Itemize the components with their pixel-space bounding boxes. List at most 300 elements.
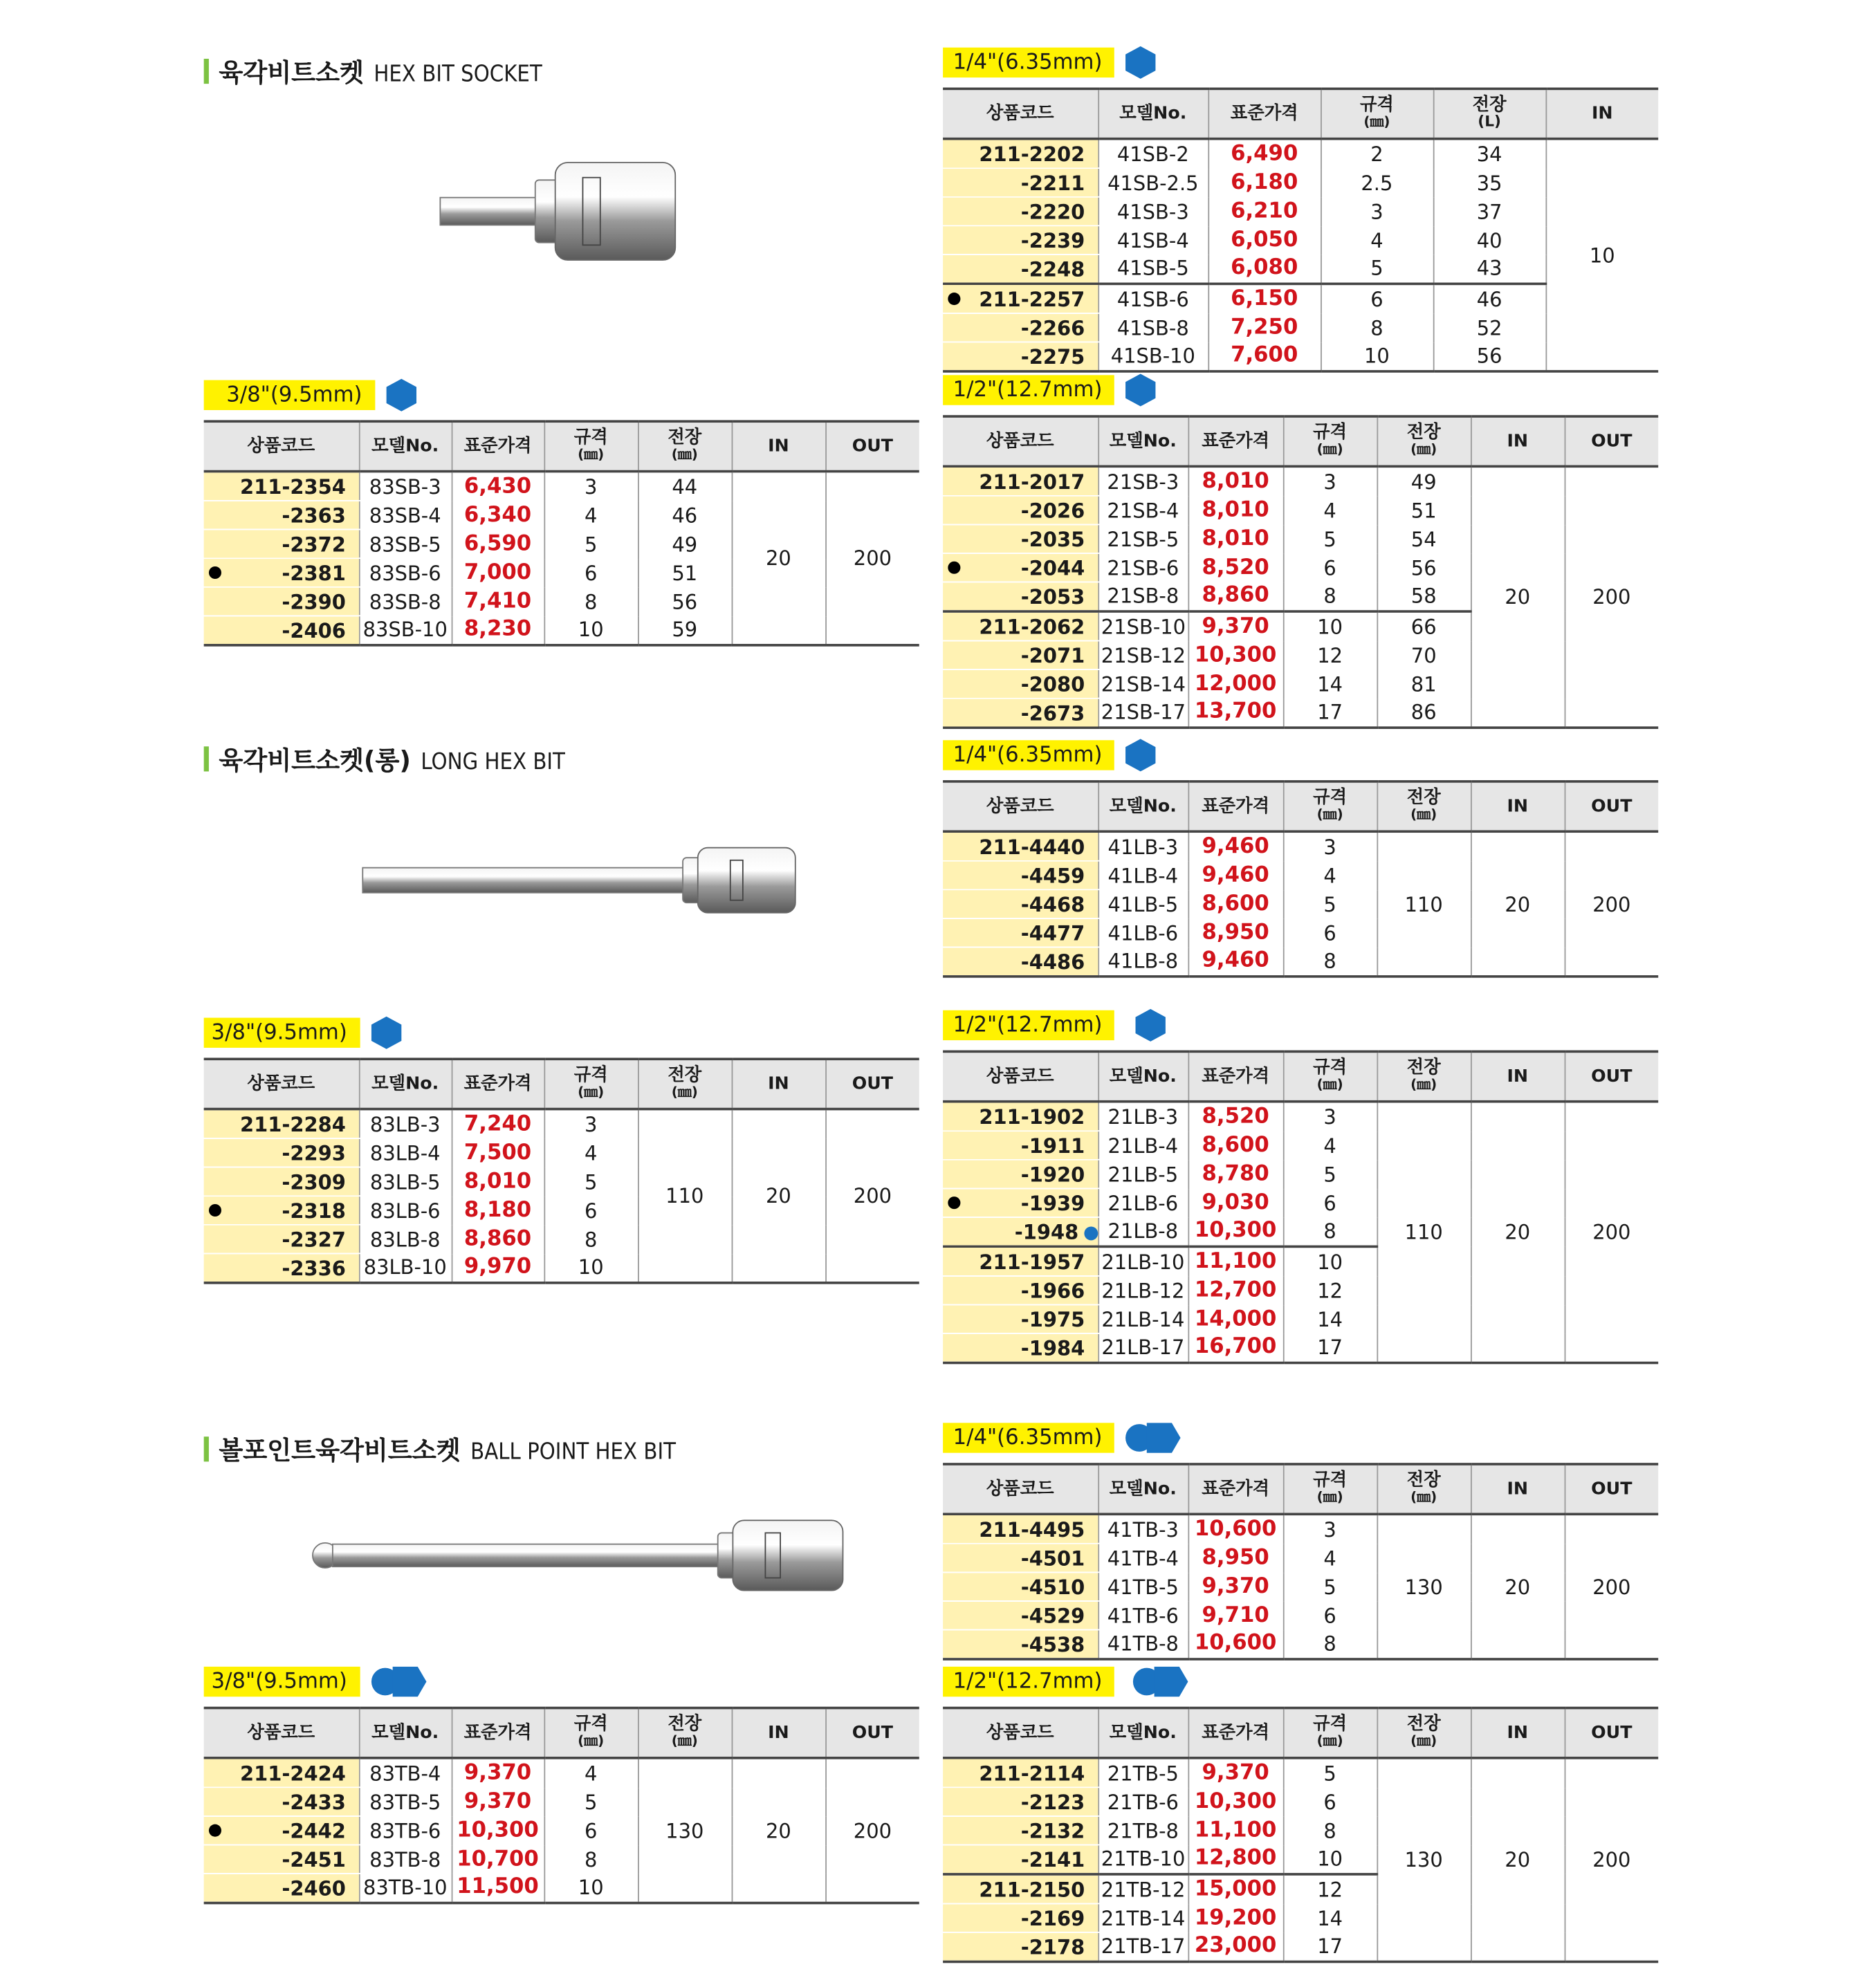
table-cell: 6,050 bbox=[1208, 225, 1321, 255]
table-cell: 56 bbox=[1377, 553, 1471, 582]
table-cell: 83SB-4 bbox=[359, 501, 452, 530]
table-cell: 6 bbox=[544, 1196, 638, 1225]
title-korean: 육각비트소켓(롱) bbox=[219, 745, 411, 775]
table-cell: 6 bbox=[544, 558, 638, 587]
table-block-t9 bbox=[943, 1662, 1658, 1963]
table-cell: 14,000 bbox=[1188, 1304, 1282, 1333]
table-cell: 21LB-17 bbox=[1098, 1333, 1188, 1362]
table-cell: 83LB-4 bbox=[359, 1138, 452, 1167]
table-block-t5 bbox=[204, 1013, 919, 1284]
table-cell: 10 bbox=[544, 1874, 638, 1903]
out-value: 200 bbox=[825, 472, 919, 645]
hex-icon bbox=[1125, 373, 1157, 408]
col-length: 전장 (㎜) bbox=[1377, 782, 1471, 831]
table-cell: 4 bbox=[1321, 225, 1433, 255]
in-value: 20 bbox=[732, 472, 826, 645]
length-value: 130 bbox=[638, 1758, 732, 1903]
table-cell: 10,300 bbox=[1188, 641, 1282, 670]
table-cell: 4 bbox=[544, 1138, 638, 1167]
hex-bit-socket-photo bbox=[438, 155, 688, 268]
table-cell: 5 bbox=[1283, 889, 1377, 918]
table-cell: 6,150 bbox=[1208, 284, 1321, 313]
table-cell: 41SB-3 bbox=[1098, 197, 1208, 226]
col-price: 표준가격 bbox=[1188, 1464, 1282, 1514]
col-model: 모델No. bbox=[359, 421, 452, 471]
table-cell: 211-2202 bbox=[943, 139, 1098, 168]
table-cell: 6,430 bbox=[452, 472, 544, 501]
table-cell: 21TB-12 bbox=[1098, 1874, 1188, 1903]
table-cell: 21SB-17 bbox=[1098, 699, 1188, 728]
table-cell: 86 bbox=[1377, 699, 1471, 728]
table-cell: 83TB-6 bbox=[359, 1816, 452, 1845]
table-cell: -1911 bbox=[943, 1131, 1098, 1160]
table-cell: 49 bbox=[638, 530, 732, 559]
table-cell: 10,300 bbox=[452, 1816, 544, 1845]
section-title-long-hex bbox=[204, 740, 565, 776]
title-korean: 볼포인트육각비트소켓 bbox=[219, 1435, 461, 1466]
table-cell: 9,370 bbox=[452, 1787, 544, 1816]
table-cell: -2080 bbox=[943, 669, 1098, 699]
table-cell: 4 bbox=[1283, 1131, 1377, 1160]
table-cell: 9,030 bbox=[1188, 1188, 1282, 1217]
col-price: 표준가격 bbox=[1208, 89, 1321, 138]
table-cell: 10,300 bbox=[1188, 1787, 1282, 1816]
col-spec: 규격 (㎜) bbox=[1321, 89, 1433, 138]
table-cell: -2211 bbox=[943, 168, 1098, 197]
out-value: 200 bbox=[1565, 1514, 1659, 1659]
col-price: 표준가격 bbox=[1188, 1708, 1282, 1758]
title-accent-bar bbox=[204, 746, 209, 770]
table-cell: 211-2284 bbox=[204, 1109, 359, 1138]
title-accent-bar bbox=[204, 58, 209, 83]
table-cell: 3 bbox=[1283, 1102, 1377, 1131]
table-cell: 8 bbox=[1283, 1630, 1377, 1659]
table-cell: 7,410 bbox=[452, 587, 544, 616]
table-cell: 5 bbox=[544, 1167, 638, 1196]
table-row bbox=[943, 466, 1658, 495]
col-spec: 규격 (㎜) bbox=[1283, 1708, 1377, 1758]
table-cell: 83TB-8 bbox=[359, 1845, 452, 1874]
size-label: 1/2"(12.7mm) bbox=[943, 375, 1114, 405]
table-cell: 8,950 bbox=[1188, 1544, 1282, 1573]
bullet-dot bbox=[209, 1204, 221, 1217]
col-length: 전장 (㎜) bbox=[638, 421, 732, 471]
in-value: 20 bbox=[1471, 831, 1565, 977]
table-cell: -2406 bbox=[204, 616, 359, 645]
table-cell: 46 bbox=[638, 501, 732, 530]
table-cell: -2026 bbox=[943, 496, 1098, 525]
table-cell: 17 bbox=[1283, 1932, 1377, 1961]
table-cell: -4501 bbox=[943, 1544, 1098, 1573]
long-hex-bit-photo bbox=[360, 845, 798, 915]
col-spec: 규격 (㎜) bbox=[1283, 782, 1377, 831]
spec-table bbox=[943, 780, 1658, 978]
length-value: 130 bbox=[1377, 1758, 1471, 1962]
table-cell: 10 bbox=[1283, 1845, 1377, 1874]
col-out: OUT bbox=[825, 1059, 919, 1109]
table-cell: 21LB-5 bbox=[1098, 1160, 1188, 1189]
in-value: 20 bbox=[1471, 1758, 1565, 1962]
table-cell: 83LB-3 bbox=[359, 1109, 452, 1138]
table-cell: 3 bbox=[544, 1109, 638, 1138]
table-cell: 6 bbox=[1321, 284, 1433, 313]
table-cell: -2381 bbox=[204, 558, 359, 587]
table-cell: 21TB-6 bbox=[1098, 1787, 1188, 1816]
table-cell: -4529 bbox=[943, 1601, 1098, 1630]
col-out: OUT bbox=[825, 421, 919, 471]
table-cell: 10,600 bbox=[1188, 1514, 1282, 1543]
hex-icon bbox=[1125, 45, 1157, 80]
ball-hex-icon bbox=[1132, 1665, 1190, 1698]
table-cell: 211-2062 bbox=[943, 611, 1098, 640]
table-cell: -2275 bbox=[943, 342, 1098, 371]
table-cell: 41SB-4 bbox=[1098, 225, 1208, 255]
table-cell: 6,490 bbox=[1208, 139, 1321, 168]
table-cell: 8 bbox=[1283, 1816, 1377, 1845]
table-cell: 41LB-4 bbox=[1098, 861, 1188, 890]
out-value: 200 bbox=[1565, 1758, 1659, 1962]
col-in: IN bbox=[1471, 782, 1565, 831]
table-cell: 40 bbox=[1433, 225, 1546, 255]
table-cell: 51 bbox=[638, 558, 732, 587]
table-cell: 41TB-3 bbox=[1098, 1514, 1188, 1543]
section-title-hex-bit bbox=[204, 53, 542, 89]
table-cell: -2248 bbox=[943, 255, 1098, 284]
table-cell: 8,950 bbox=[1188, 918, 1282, 948]
table-cell: -2372 bbox=[204, 530, 359, 559]
table-block-t1 bbox=[943, 42, 1658, 372]
table-cell: 19,200 bbox=[1188, 1903, 1282, 1932]
table-cell: -2673 bbox=[943, 699, 1098, 728]
table-cell: 6 bbox=[1283, 553, 1377, 582]
table-cell: 41SB-2 bbox=[1098, 139, 1208, 168]
table-cell: 8 bbox=[544, 1845, 638, 1874]
table-cell: 12,700 bbox=[1188, 1276, 1282, 1305]
spec-table bbox=[204, 1707, 919, 1905]
length-value: 110 bbox=[638, 1109, 732, 1283]
col-model: 모델No. bbox=[1098, 1708, 1188, 1758]
spec-table bbox=[943, 1051, 1658, 1365]
table-cell: 9,460 bbox=[1188, 861, 1282, 890]
table-cell: 21SB-3 bbox=[1098, 466, 1188, 495]
table-cell: 83SB-5 bbox=[359, 530, 452, 559]
table-cell: 9,970 bbox=[452, 1253, 544, 1282]
table-cell: -1939 bbox=[943, 1188, 1098, 1217]
table-block-t8 bbox=[204, 1662, 919, 1905]
col-out: OUT bbox=[1565, 1464, 1659, 1514]
col-spec: 규격 (㎜) bbox=[544, 421, 638, 471]
table-cell: 5 bbox=[544, 1787, 638, 1816]
table-cell: 13,700 bbox=[1188, 699, 1282, 728]
table-cell: 17 bbox=[1283, 1333, 1377, 1362]
in-value: 20 bbox=[1471, 1514, 1565, 1659]
table-cell: 211-1957 bbox=[943, 1246, 1098, 1275]
table-cell: 10,300 bbox=[1188, 1217, 1282, 1246]
hex-icon bbox=[1125, 738, 1157, 773]
table-cell: -2266 bbox=[943, 313, 1098, 342]
table-cell: -1948 bbox=[943, 1217, 1098, 1246]
size-label: 3/8"(9.5mm) bbox=[204, 380, 375, 410]
table-cell: 211-2114 bbox=[943, 1758, 1098, 1787]
table-cell: 211-4440 bbox=[943, 831, 1098, 860]
table-cell: 83TB-10 bbox=[359, 1874, 452, 1903]
title-english: LONG HEX BIT bbox=[421, 748, 565, 775]
col-out: OUT bbox=[825, 1708, 919, 1758]
table-cell: 52 bbox=[1433, 313, 1546, 342]
table-cell: 21SB-14 bbox=[1098, 669, 1188, 699]
table-cell: 6 bbox=[544, 1816, 638, 1845]
table-cell: -2327 bbox=[204, 1225, 359, 1254]
table-cell: -4510 bbox=[943, 1572, 1098, 1601]
table-cell: 8,010 bbox=[1188, 496, 1282, 525]
table-cell: 21SB-4 bbox=[1098, 496, 1188, 525]
size-label: 1/4"(6.35mm) bbox=[943, 1423, 1114, 1452]
col-price: 표준가격 bbox=[1188, 782, 1282, 831]
table-cell: 3 bbox=[544, 472, 638, 501]
table-cell: 21LB-6 bbox=[1098, 1188, 1188, 1217]
table-cell: -4486 bbox=[943, 947, 1098, 976]
table-cell: 6 bbox=[1283, 1188, 1377, 1217]
hex-icon bbox=[369, 1015, 402, 1051]
table-row bbox=[204, 1758, 919, 1787]
title-english: BALL POINT HEX BIT bbox=[470, 1439, 676, 1466]
col-in: IN bbox=[1471, 1708, 1565, 1758]
table-cell: -2071 bbox=[943, 641, 1098, 670]
table-cell: -2451 bbox=[204, 1845, 359, 1874]
table-cell: 14 bbox=[1283, 1903, 1377, 1932]
col-model: 모델No. bbox=[1098, 782, 1188, 831]
table-cell: -2433 bbox=[204, 1787, 359, 1816]
table-cell: 7,600 bbox=[1208, 342, 1321, 371]
table-cell: 9,370 bbox=[452, 1758, 544, 1787]
table-cell: 44 bbox=[638, 472, 732, 501]
table-cell: 6,340 bbox=[452, 501, 544, 530]
table-cell: -2318 bbox=[204, 1196, 359, 1225]
title-korean: 육각비트소켓 bbox=[219, 57, 364, 88]
table-cell: 8,180 bbox=[452, 1196, 544, 1225]
table-cell: 56 bbox=[638, 587, 732, 616]
col-out: OUT bbox=[1565, 782, 1659, 831]
table-cell: 10,700 bbox=[452, 1845, 544, 1874]
out-value: 200 bbox=[825, 1758, 919, 1903]
section-title-ball-point bbox=[204, 1430, 676, 1466]
col-spec: 규격 (㎜) bbox=[1283, 416, 1377, 466]
table-block-t7 bbox=[943, 1418, 1658, 1661]
table-cell: 2 bbox=[1321, 139, 1433, 168]
table-cell: 21SB-6 bbox=[1098, 553, 1188, 582]
table-cell: 9,370 bbox=[1188, 1572, 1282, 1601]
spec-table bbox=[943, 88, 1658, 373]
table-row bbox=[943, 139, 1658, 168]
col-in: IN bbox=[732, 1708, 826, 1758]
length-value: 110 bbox=[1377, 831, 1471, 977]
table-cell: 21SB-10 bbox=[1098, 611, 1188, 640]
table-cell: 83LB-6 bbox=[359, 1196, 452, 1225]
table-cell: 10 bbox=[1321, 342, 1433, 371]
table-cell: 12 bbox=[1283, 641, 1377, 670]
col-length: 전장 (㎜) bbox=[1377, 1708, 1471, 1758]
table-cell: 10 bbox=[1283, 611, 1377, 640]
table-cell: 6 bbox=[1283, 1787, 1377, 1816]
out-value: 200 bbox=[1565, 831, 1659, 977]
table-cell: 41SB-6 bbox=[1098, 284, 1208, 313]
table-cell: 8,520 bbox=[1188, 1102, 1282, 1131]
table-cell: 3 bbox=[1283, 831, 1377, 860]
table-cell: 21TB-14 bbox=[1098, 1903, 1188, 1932]
table-cell: 8,010 bbox=[452, 1167, 544, 1196]
table-cell: -2178 bbox=[943, 1932, 1098, 1961]
table-cell: -1975 bbox=[943, 1304, 1098, 1333]
in-value: 20 bbox=[732, 1109, 826, 1283]
table-cell: 43 bbox=[1433, 255, 1546, 284]
length-value: 130 bbox=[1377, 1514, 1471, 1659]
table-cell: 12 bbox=[1283, 1874, 1377, 1903]
table-cell: 21LB-12 bbox=[1098, 1276, 1188, 1305]
title-english: HEX BIT SOCKET bbox=[374, 61, 542, 88]
col-spec: 규격 (㎜) bbox=[544, 1059, 638, 1109]
table-cell: 66 bbox=[1377, 611, 1471, 640]
in-value: 20 bbox=[732, 1758, 826, 1903]
table-cell: 2.5 bbox=[1321, 168, 1433, 197]
table-cell: 9,460 bbox=[1188, 947, 1282, 976]
table-cell: 6,180 bbox=[1208, 168, 1321, 197]
table-cell: 10 bbox=[544, 1253, 638, 1282]
table-cell: 4 bbox=[1283, 496, 1377, 525]
table-row bbox=[943, 1514, 1658, 1543]
table-cell: 35 bbox=[1433, 168, 1546, 197]
table-cell: 41TB-4 bbox=[1098, 1544, 1188, 1573]
table-cell: 41SB-5 bbox=[1098, 255, 1208, 284]
out-value: 200 bbox=[1565, 1102, 1659, 1363]
col-in: IN bbox=[1471, 416, 1565, 466]
col-model: 모델No. bbox=[1098, 1464, 1188, 1514]
col-price: 표준가격 bbox=[452, 421, 544, 471]
table-cell: 211-2354 bbox=[204, 472, 359, 501]
table-cell: 12,800 bbox=[1188, 1845, 1282, 1874]
spec-table bbox=[204, 420, 919, 646]
table-cell: -2044 bbox=[943, 553, 1098, 582]
table-cell: 9,370 bbox=[1188, 1758, 1282, 1787]
table-cell: 49 bbox=[1377, 466, 1471, 495]
col-spec: 규격 (㎜) bbox=[1283, 1464, 1377, 1514]
in-value: 10 bbox=[1545, 139, 1658, 371]
table-cell: 37 bbox=[1433, 197, 1546, 226]
table-cell: 7,240 bbox=[452, 1109, 544, 1138]
table-row bbox=[943, 831, 1658, 860]
table-cell: 83TB-4 bbox=[359, 1758, 452, 1787]
col-out: OUT bbox=[1565, 416, 1659, 466]
table-cell: 6 bbox=[1283, 1601, 1377, 1630]
table-cell: 41LB-8 bbox=[1098, 947, 1188, 976]
table-cell: 56 bbox=[1433, 342, 1546, 371]
table-cell: 211-2424 bbox=[204, 1758, 359, 1787]
table-cell: 4 bbox=[1283, 861, 1377, 890]
size-label: 3/8"(9.5mm) bbox=[204, 1018, 360, 1048]
table-block-t2 bbox=[204, 375, 919, 646]
table-cell: 6,590 bbox=[452, 530, 544, 559]
table-cell: -2442 bbox=[204, 1816, 359, 1845]
size-label: 1/4"(6.35mm) bbox=[943, 48, 1114, 77]
hex-icon bbox=[1134, 1008, 1167, 1043]
col-length: 전장 (㎜) bbox=[638, 1708, 732, 1758]
table-cell: 21LB-14 bbox=[1098, 1304, 1188, 1333]
col-model: 모델No. bbox=[359, 1708, 452, 1758]
table-cell: -2035 bbox=[943, 524, 1098, 553]
col-code: 상품코드 bbox=[204, 1708, 359, 1758]
table-cell: 5 bbox=[1283, 1160, 1377, 1189]
table-cell: 211-2017 bbox=[943, 466, 1098, 495]
table-cell: 46 bbox=[1433, 284, 1546, 313]
col-code: 상품코드 bbox=[204, 1059, 359, 1109]
table-cell: 23,000 bbox=[1188, 1932, 1282, 1961]
table-cell: 21TB-5 bbox=[1098, 1758, 1188, 1787]
spec-table bbox=[204, 1057, 919, 1284]
table-cell: 7,000 bbox=[452, 558, 544, 587]
table-cell: -2239 bbox=[943, 225, 1098, 255]
table-cell: 83LB-8 bbox=[359, 1225, 452, 1254]
col-code: 상품코드 bbox=[943, 89, 1098, 138]
table-cell: 8,860 bbox=[452, 1225, 544, 1254]
table-cell: 14 bbox=[1283, 669, 1377, 699]
table-row bbox=[204, 472, 919, 501]
table-cell: 3 bbox=[1283, 1514, 1377, 1543]
table-block-t3 bbox=[943, 370, 1658, 729]
table-cell: 34 bbox=[1433, 139, 1546, 168]
col-spec: 규격 (㎜) bbox=[544, 1708, 638, 1758]
table-row bbox=[204, 1109, 919, 1138]
col-price: 표준가격 bbox=[1188, 416, 1282, 466]
table-cell: -1920 bbox=[943, 1160, 1098, 1189]
table-row bbox=[943, 1758, 1658, 1787]
ball-hex-icon bbox=[1125, 1422, 1182, 1454]
table-cell: 7,500 bbox=[452, 1138, 544, 1167]
table-cell: 11,500 bbox=[452, 1874, 544, 1903]
table-cell: 21TB-8 bbox=[1098, 1816, 1188, 1845]
col-length: 전장 (㎜) bbox=[1377, 416, 1471, 466]
size-label: 3/8"(9.5mm) bbox=[204, 1667, 360, 1697]
table-cell: 8 bbox=[544, 587, 638, 616]
table-cell: 8,230 bbox=[452, 616, 544, 645]
table-cell: 11,100 bbox=[1188, 1816, 1282, 1845]
col-out: OUT bbox=[1565, 1708, 1659, 1758]
col-length: 전장 (L) bbox=[1433, 89, 1546, 138]
table-cell: 5 bbox=[1283, 1758, 1377, 1787]
col-length: 전장 (㎜) bbox=[1377, 1051, 1471, 1101]
table-cell: -2363 bbox=[204, 501, 359, 530]
table-cell: 59 bbox=[638, 616, 732, 645]
table-cell: 41LB-5 bbox=[1098, 889, 1188, 918]
blue-dot-marker bbox=[1083, 1226, 1097, 1240]
ball-hex-icon bbox=[369, 1665, 427, 1698]
table-cell: 21LB-3 bbox=[1098, 1102, 1188, 1131]
table-cell: 17 bbox=[1283, 699, 1377, 728]
table-cell: 4 bbox=[544, 501, 638, 530]
table-cell: 8 bbox=[1283, 582, 1377, 611]
table-cell: 6 bbox=[1283, 918, 1377, 948]
table-cell: 8 bbox=[1321, 313, 1433, 342]
table-cell: 10 bbox=[544, 616, 638, 645]
col-length: 전장 (㎜) bbox=[638, 1059, 732, 1109]
table-cell: -2053 bbox=[943, 582, 1098, 611]
table-cell: 7,250 bbox=[1208, 313, 1321, 342]
table-cell: 41TB-8 bbox=[1098, 1630, 1188, 1659]
table-cell: 6,210 bbox=[1208, 197, 1321, 226]
table-cell: 4 bbox=[1283, 1544, 1377, 1573]
table-block-t6 bbox=[943, 1006, 1658, 1365]
ball-point-hex-bit-photo bbox=[310, 1518, 847, 1593]
size-label: 1/2"(12.7mm) bbox=[943, 1667, 1114, 1697]
table-cell: 8 bbox=[544, 1225, 638, 1254]
